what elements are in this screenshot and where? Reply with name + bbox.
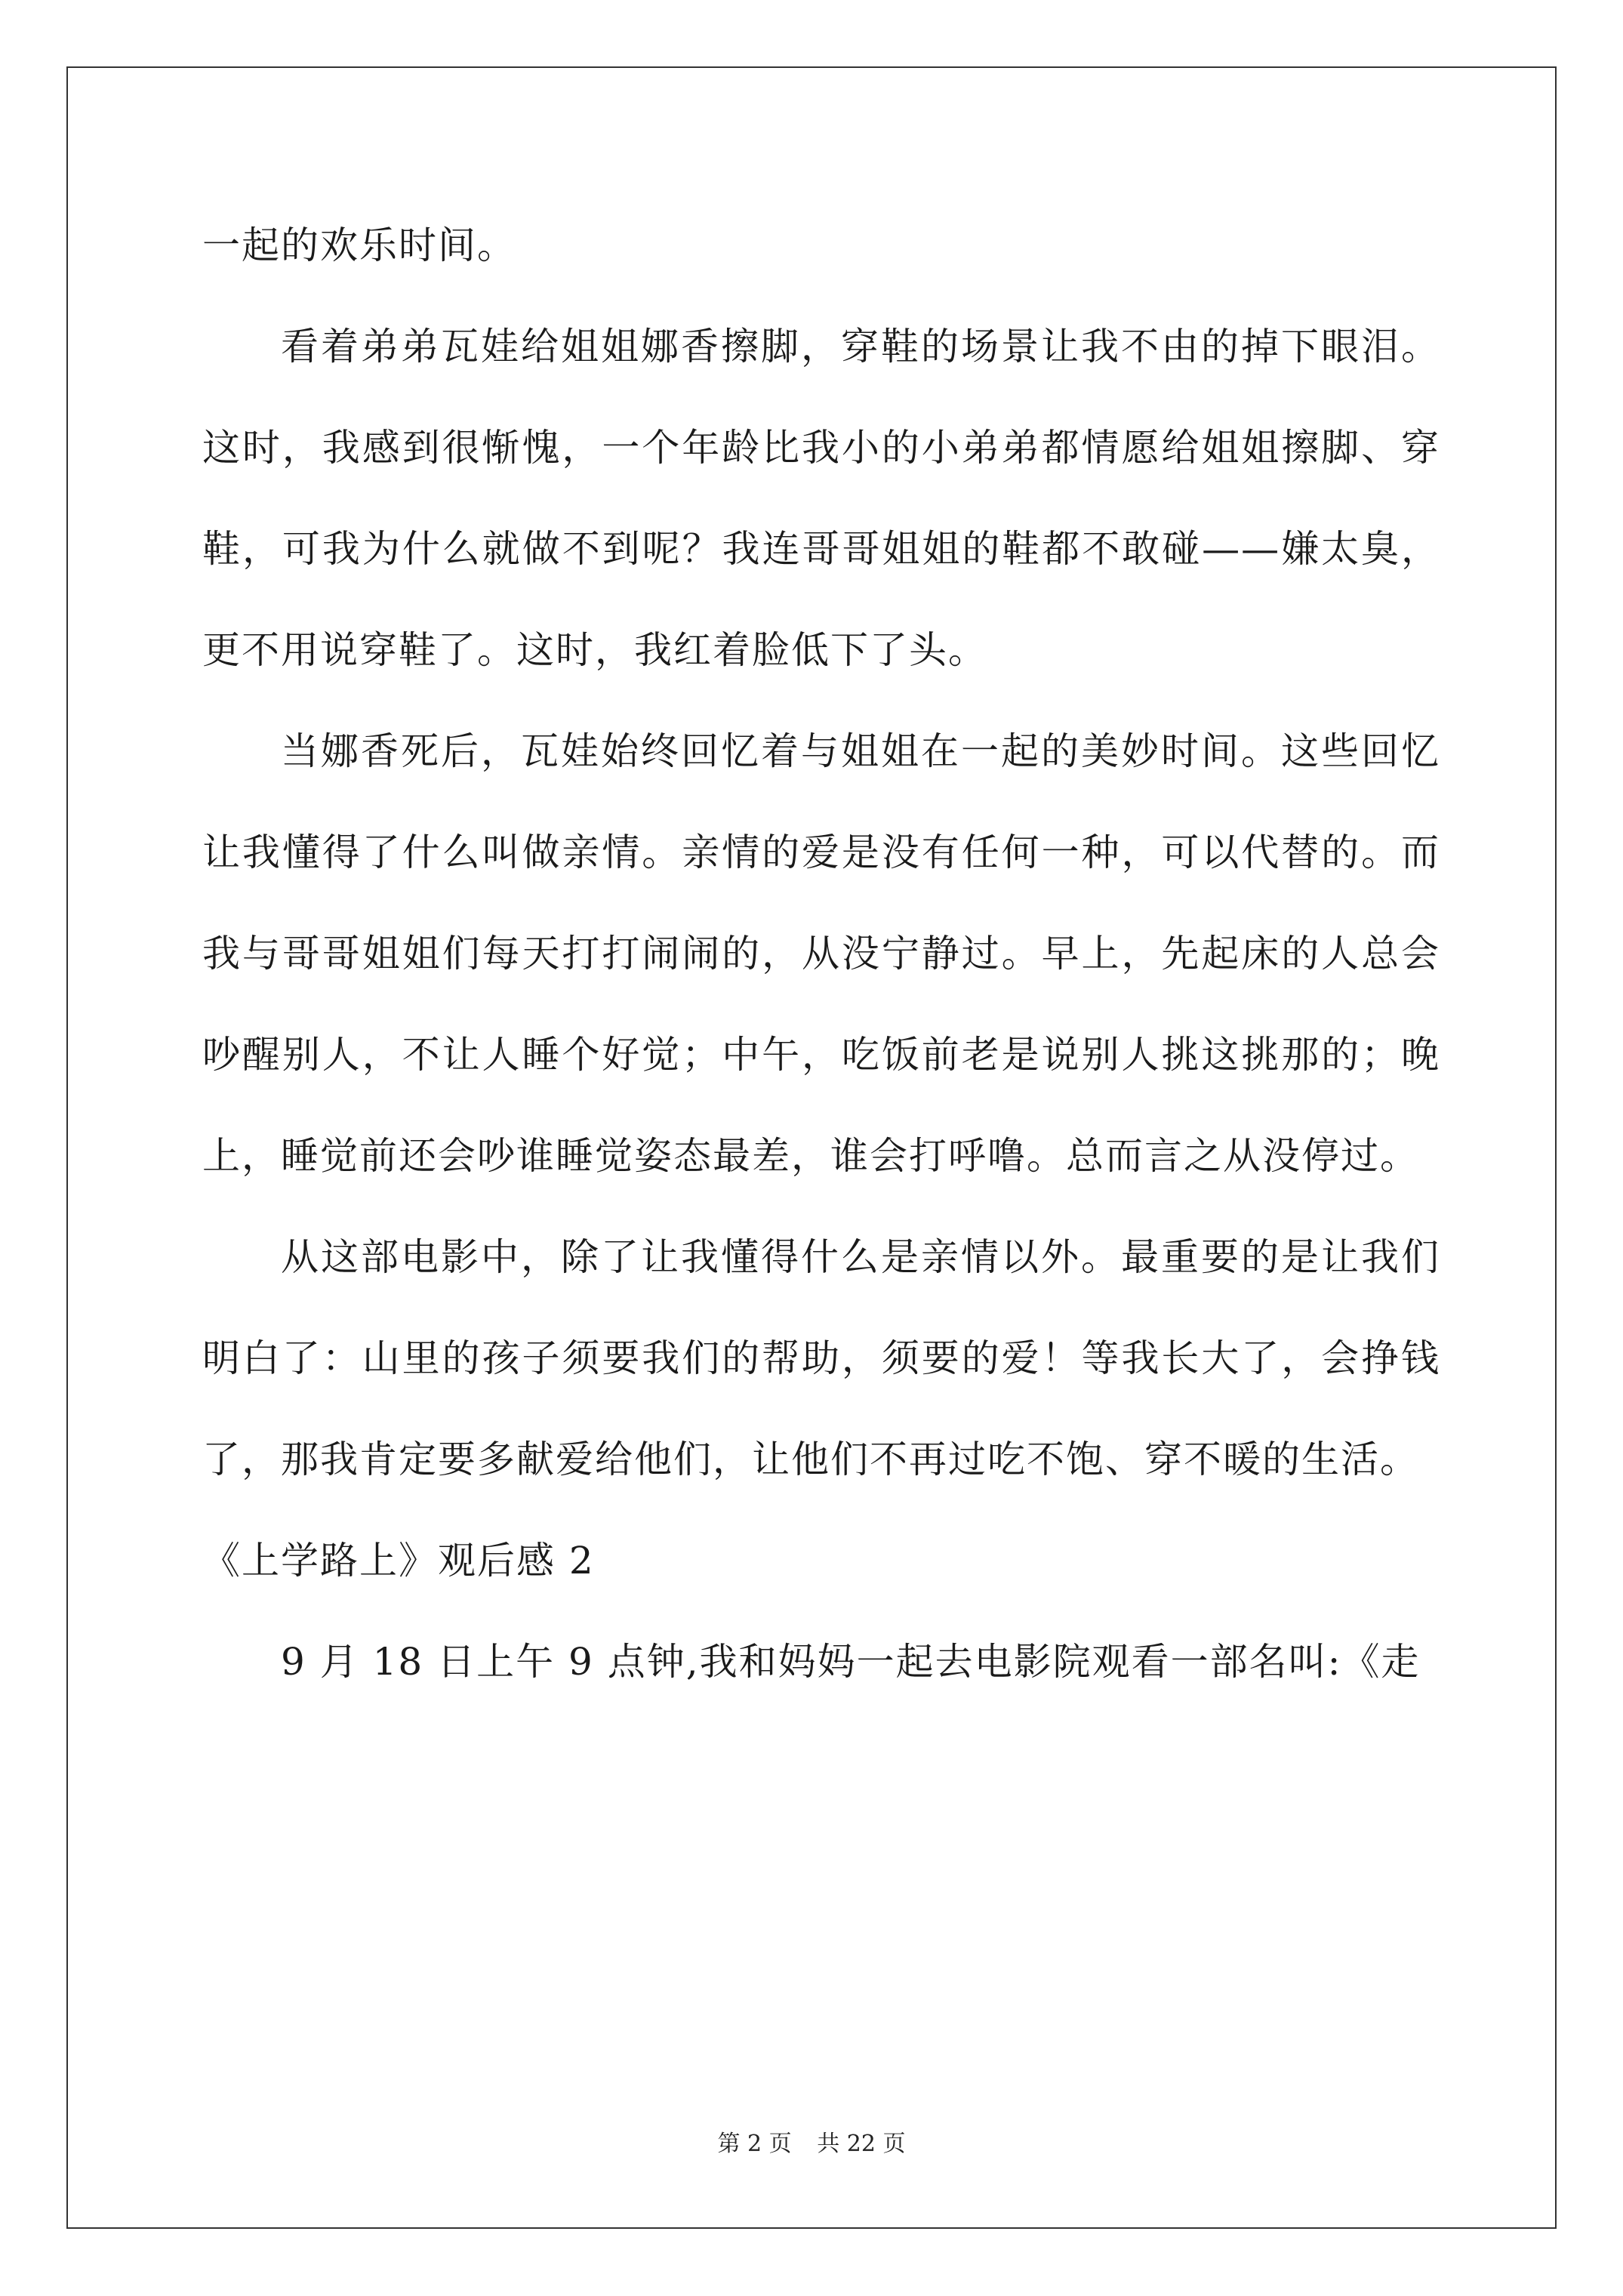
- paragraph: 一起的欢乐时间。: [202, 223, 516, 267]
- page-total: 共 22 页: [817, 2131, 906, 2157]
- paragraph: 当娜香死后，瓦娃始终回忆着与姐姐在一起的美妙时间。这些回忆让我懂得了什么叫做亲情。亲情的爱是没有任何一种，可以代替的。而我与哥哥姐姐们每天打打闹闹的，从没宁静过。早上，先起床的人总会吵醒别人，不让人睡个好觉；中午，吃饭前老是说别人挑这挑那的；晚上，睡觉前还会吵谁睡觉姿态最差，谁会打呼噜。总而言之从没停过。: [202, 729, 1440, 1178]
- page-footer: [0, 2129, 1623, 2159]
- paragraph: 看着弟弟瓦娃给姐姐娜香擦脚，穿鞋的场景让我不由的掉下眼泪。这时，我感到很惭愧，一个年龄比我小的小弟弟都情愿给姐姐擦脚、穿鞋，可我为什么就做不到呢？我连哥哥姐姐的鞋都不敢碰——嫌太臭，更不用说穿鞋了。这时，我红着脸低下了头。: [202, 325, 1440, 672]
- paragraph: 从这部电影中，除了让我懂得什么是亲情以外。最重要的是让我们明白了：山里的孩子须要我们的帮助，须要的爱！等我长大了，会挣钱了，那我肯定要多献爱给他们，让他们不再过吃不饱、穿不暖的生活。: [202, 1235, 1440, 1481]
- document-body: [202, 195, 1440, 1712]
- page-number: 第 2 页: [717, 2131, 792, 2157]
- section-title: 《上学路上》观后感 2: [202, 1539, 595, 1583]
- paragraph: 9 月 18 日上午 9 点钟,我和妈妈一起去电影院观看一部名叫:《走: [281, 1640, 1421, 1684]
